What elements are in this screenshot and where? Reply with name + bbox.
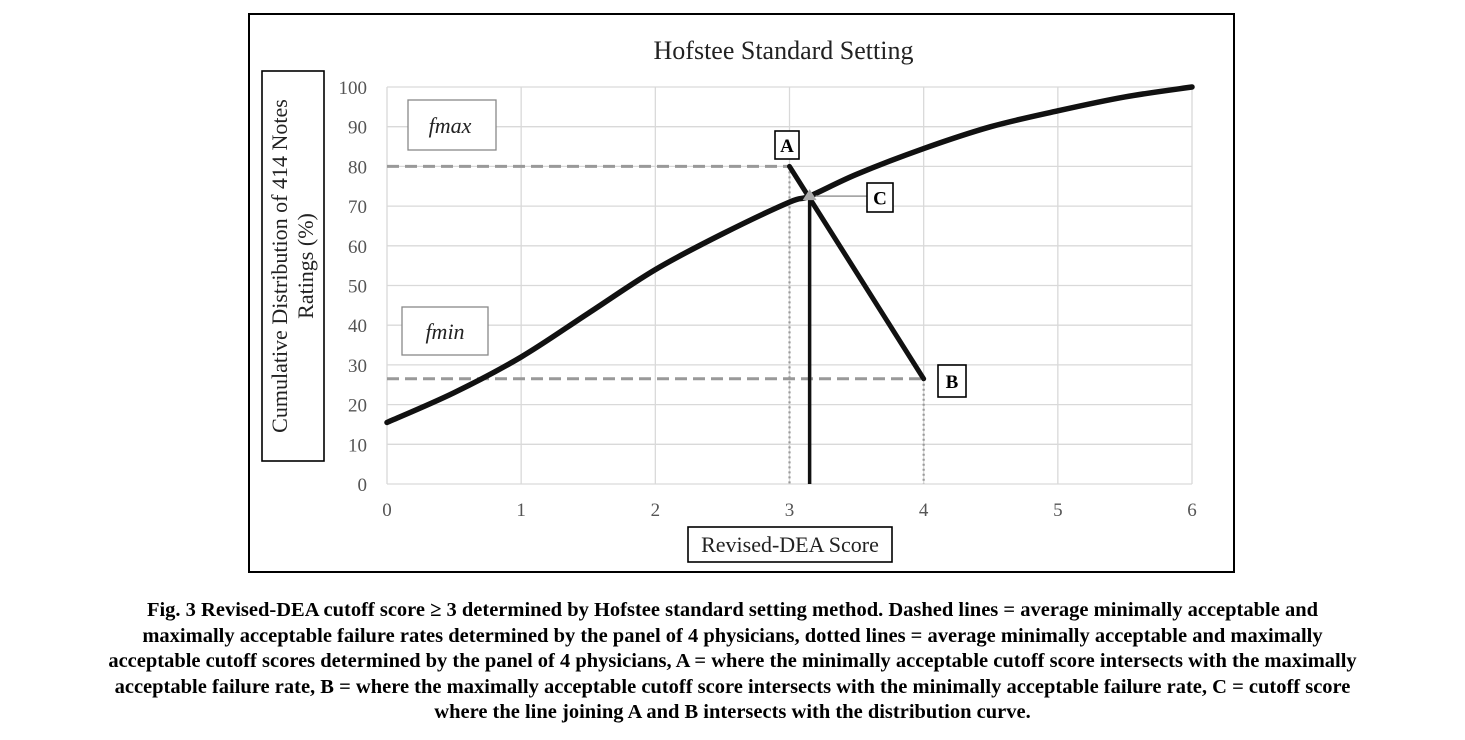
caption-line: acceptable failure rate, B = where the maximally acceptable cutoff score intersects with the minimally acceptable failure rate, C = cutoff score bbox=[114, 675, 1351, 698]
point-c-label: C bbox=[873, 188, 887, 210]
y-tick-label: 50 bbox=[348, 276, 367, 298]
x-tick-label: 1 bbox=[516, 500, 526, 521]
y-tick-label: 60 bbox=[348, 236, 367, 258]
hofstee-chart bbox=[250, 15, 1233, 571]
y-tick-label: 80 bbox=[348, 157, 367, 179]
caption-line: where the line joining A and B intersects with the distribution curve. bbox=[434, 701, 1031, 723]
fmax-label: fmax bbox=[428, 113, 472, 138]
y-tick-label: 20 bbox=[348, 395, 367, 417]
point-a-label: A bbox=[780, 136, 794, 157]
y-tick-label: 30 bbox=[348, 355, 367, 377]
y-tick-label: 90 bbox=[348, 117, 367, 139]
caption-line: Fig. 3 Revised-DEA cutoff score ≥ 3 determined by Hofstee standard setting method. Dashed lines = average minimally acceptable and bbox=[146, 599, 1319, 621]
figure-frame bbox=[248, 13, 1235, 573]
x-tick-label: 3 bbox=[784, 500, 795, 521]
y-tick-label: 40 bbox=[348, 316, 367, 338]
chart-title: Hofstee Standard Setting bbox=[653, 36, 914, 65]
x-tick-label: 0 bbox=[382, 500, 392, 521]
y-tick-label: 70 bbox=[348, 197, 367, 219]
x-tick-label: 2 bbox=[650, 500, 661, 521]
y-tick-label: 10 bbox=[348, 435, 367, 457]
figure-caption bbox=[10, 598, 1455, 726]
y-axis-label: Ratings (%) bbox=[293, 213, 319, 319]
caption-line: acceptable cutoff scores determined by the panel of 4 physicians, A = where the minimally acceptable cutoff score intersects with the maximally bbox=[108, 650, 1357, 672]
x-tick-label: 4 bbox=[918, 500, 929, 521]
x-axis-label: Revised-DEA Score bbox=[701, 532, 879, 557]
x-tick-label: 6 bbox=[1187, 500, 1197, 521]
fmin-label: fmin bbox=[425, 319, 465, 344]
x-tick-label: 5 bbox=[1053, 500, 1063, 521]
y-tick-label: 0 bbox=[357, 475, 367, 496]
y-tick-label: 100 bbox=[338, 78, 367, 99]
point-b-label: B bbox=[945, 372, 959, 393]
caption-line: maximally acceptable failure rates determined by the panel of 4 physicians, dotted lines = average minimally acceptable and maximally bbox=[142, 624, 1323, 647]
y-axis-label: Cumulative Distribution of 414 Notes bbox=[267, 99, 293, 433]
